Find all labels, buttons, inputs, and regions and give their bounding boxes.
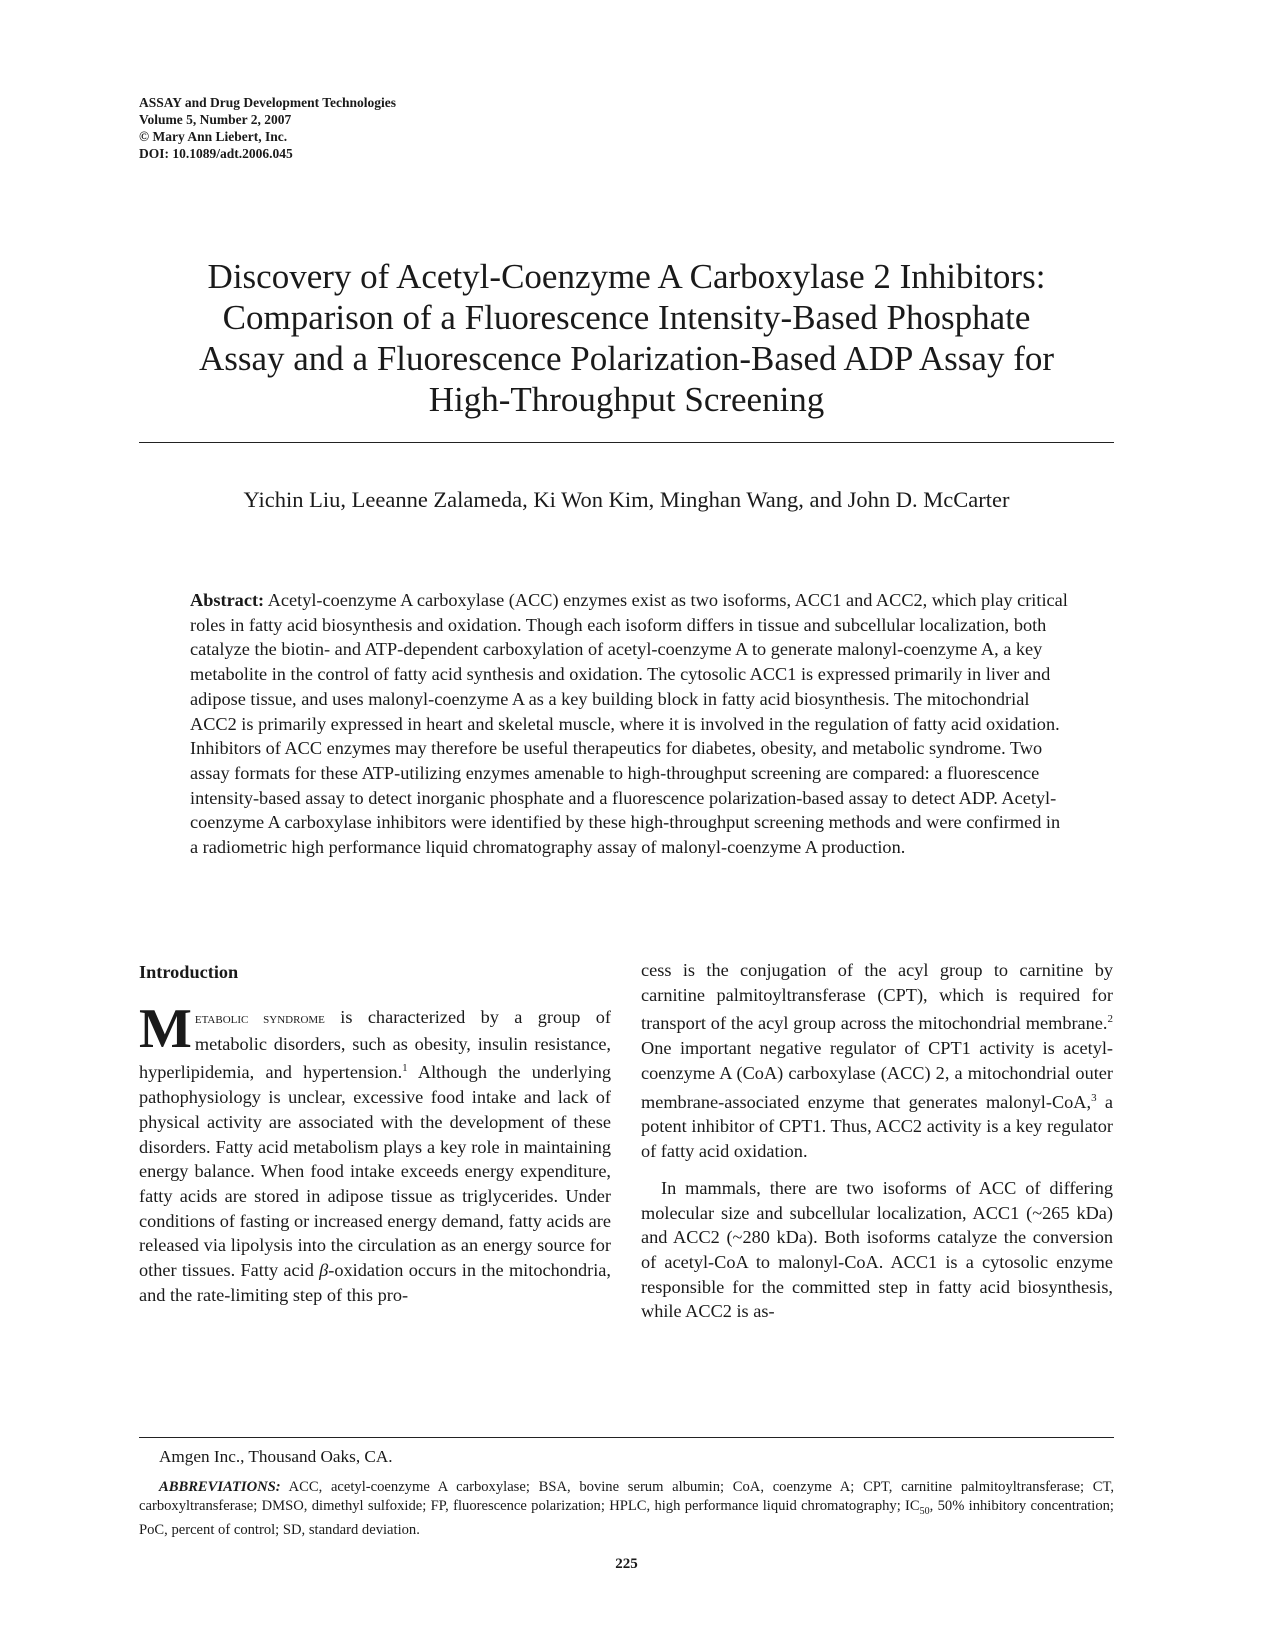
section-heading-introduction: Introduction xyxy=(139,962,239,982)
journal-header xyxy=(139,94,396,162)
subscript: 50 xyxy=(919,1505,930,1517)
title-line: Discovery of Acetyl-Coenzyme A Carboxylase 2 Inhibitors: xyxy=(207,257,1046,296)
abbreviations-text: , 50% inhibitory concentration; PoC, percent of control; SD, standard deviation. xyxy=(139,1497,1114,1539)
title-line: Assay and a Fluorescence Polarization-Based ADP Assay for xyxy=(198,339,1055,378)
abstract xyxy=(190,588,1070,860)
footnote-divider xyxy=(139,1437,1114,1438)
abbreviations-text: ACC, acetyl-coenzyme A carboxylase; BSA, bovine serum albumin; CoA, coenzyme A; CPT, carnitine palmitoyltransferase; CT, carboxyltransferase; DMSO, dimethyl sulfoxide; FP, fluorescence polarization; HPLC, high performance liquid chromatography; IC xyxy=(139,1479,1114,1514)
paragraph-text: is characterized by a group of metabolic disorders, such as obesity, insulin resistance, hyperlipidemia, and hypertension. xyxy=(139,1007,611,1083)
affiliation: Amgen Inc., Thousand Oaks, CA. xyxy=(159,1447,393,1466)
abbreviations-label: ABBREVIATIONS: xyxy=(159,1479,281,1495)
paragraph-text: a potent inhibitor of CPT1. Thus, ACC2 activity is a key regulator of fatty acid oxidation. xyxy=(641,1091,1114,1162)
paragraph-text: Although the underlying pathophysiology is unclear, excessive food intake and lack of physical activity are associated with the development of these disorders. Fatty acid metabolism plays a key role in maintaining energy balance. When food intake exceeds energy expenditure, fatty acids are stored in adipose tissue as triglycerides. Under conditions of fasting or increased energy demand, fatty acids are released via lipolysis into the circulation as an energy source for other tissues. Fatty acid xyxy=(139,1062,612,1281)
drop-cap: M xyxy=(139,998,192,1060)
abbreviations xyxy=(139,1478,1114,1540)
beta-symbol: β xyxy=(319,1260,329,1281)
reference-2: 2 xyxy=(1107,1013,1113,1026)
author-list: Yichin Liu, Leeanne Zalameda, Ki Won Kim, Minghan Wang, and John D. McCarter xyxy=(243,487,1010,512)
journal-copyright: © Mary Ann Liebert, Inc. xyxy=(139,129,288,144)
intro-paragraph-2 xyxy=(641,958,1113,1164)
abstract-text: Acetyl-coenzyme A carboxylase (ACC) enzymes exist as two isoforms, ACC1 and ACC2, which play critical roles in fatty acid biosynthesis and oxidation. Though each isoform differs in tissue and subcellular localization, both catalyze the biotin- and ATP-dependent carboxylation of acetyl-coenzyme A to generate malonyl-coenzyme A, a key metabolite in the control of fatty acid synthesis and oxidation. The cytosolic ACC1 is expressed primarily in liver and adipose tissue, and uses malonyl-coenzyme A as a key building block in fatty acid biosynthesis. The mitochondrial ACC2 is primarily expressed in heart and skeletal muscle, where it is involved in the regulation of fatty acid oxidation. Inhibitors of ACC enzymes may therefore be useful therapeutics for diabetes, obesity, and metabolic syndrome. Two assay formats for these ATP-utilizing enzymes amenable to high-throughput screening are compared: a fluorescence intensity-based assay to detect inorganic phosphate and a fluorescence polarization-based assay to detect ADP. Acetyl-coenzyme A carboxylase inhibitors were identified by these high-throughput screening methods and were confirmed in a radiometric high performance liquid chromatography assay of malonyl-coenzyme A production. xyxy=(190,590,1068,858)
page-number: 225 xyxy=(615,1556,638,1572)
title-divider xyxy=(139,442,1114,443)
paragraph-text: One important negative regulator of CPT1 activity is acetyl-coenzyme A (CoA) carboxylase (ACC) 2, a mitochondrial outer membrane-associated enzyme that generates malonyl-CoA, xyxy=(641,1038,1113,1112)
intro-paragraph-3: In mammals, there are two isoforms of ACC of differing molecular size and subcellular localization, ACC1 (~265 kDa) and ACC2 (~280 kDa). Both isoforms catalyze the conversion of acetyl-CoA to malonyl-CoA. ACC1 is a cytosolic enzyme responsible for the committed step in fatty acid biosynthesis, while ACC2 is as- xyxy=(641,1177,1113,1322)
journal-name: ASSAY and Drug Development Technologies xyxy=(139,95,397,110)
title-line: High-Throughput Screening xyxy=(428,380,825,419)
article-title xyxy=(139,256,1114,420)
reference-3: 3 xyxy=(1091,1091,1097,1104)
intro-paragraph-1 xyxy=(139,998,612,1308)
abstract-label: Abstract: xyxy=(190,590,265,610)
small-caps-lead: etabolic syndrome xyxy=(194,1010,325,1027)
reference-1: 1 xyxy=(402,1062,408,1075)
journal-doi: DOI: 10.1089/adt.2006.045 xyxy=(139,146,293,161)
title-line: Comparison of a Fluorescence Intensity-Based Phosphate xyxy=(222,298,1031,337)
paragraph-text: cess is the conjugation of the acyl group to carnitine by carnitine palmitoyltransferase (CPT), which is required for transport of the acyl group across the mitochondrial membrane. xyxy=(641,960,1113,1034)
journal-volume: Volume 5, Number 2, 2007 xyxy=(139,112,292,127)
body-column-left xyxy=(139,960,611,1308)
body-column-right xyxy=(641,958,1113,1324)
paragraph-text: -oxidation occurs in the mitochondria, and the rate-limiting step of this pro- xyxy=(139,1260,611,1305)
